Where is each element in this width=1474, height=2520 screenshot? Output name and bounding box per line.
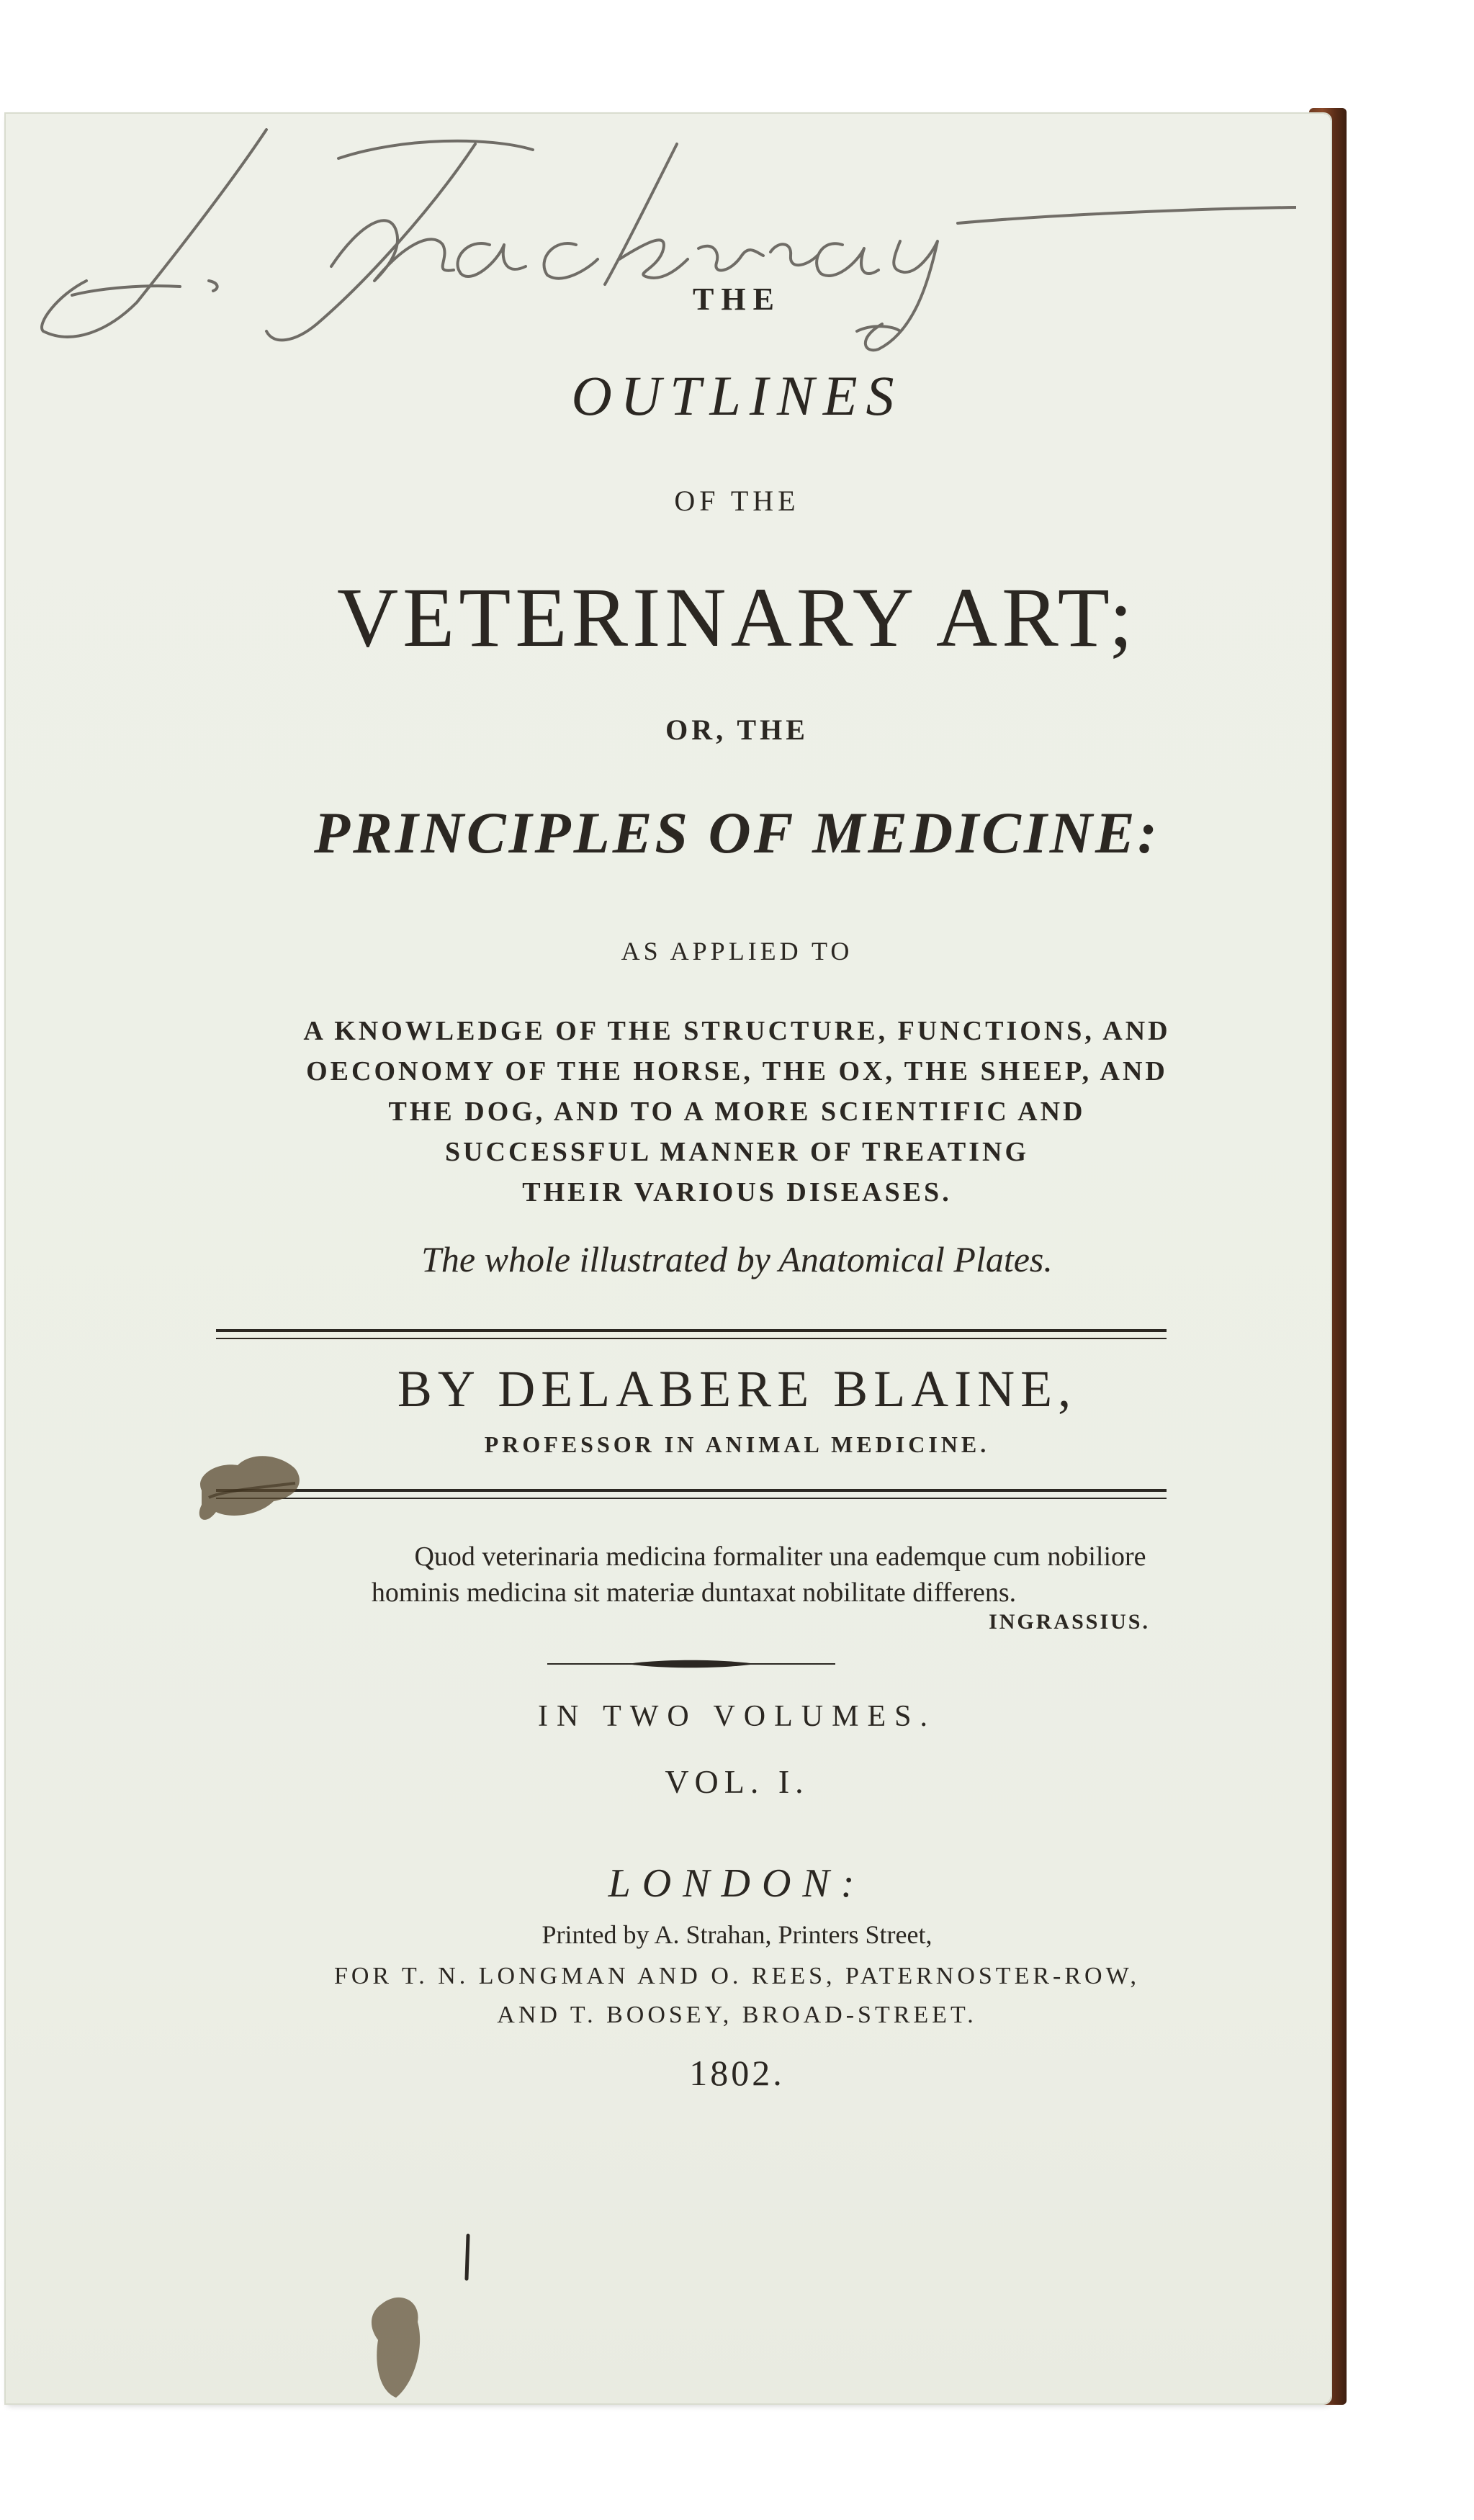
ink-stain <box>364 2290 428 2405</box>
double-rule-top <box>216 1329 1167 1332</box>
ink-mark <box>461 2232 475 2282</box>
description-line: THEIR VARIOUS DISEASES. <box>522 1177 952 1207</box>
description-line: THE DOG, AND TO A MORE SCIENTIFIC AND <box>388 1097 1086 1127</box>
double-rule-top-thin <box>216 1338 1167 1339</box>
title-veterinary-art: VETERINARY ART; <box>336 570 1138 665</box>
handwritten-signature <box>29 115 1296 360</box>
description-line: A KNOWLEDGE OF THE STRUCTURE, FUNCTIONS, AND <box>303 1016 1171 1046</box>
imprint-publishers-line: AND T. BOOSEY, BROAD-STREET. <box>497 2002 977 2028</box>
title-or-the: OR, THE <box>665 714 809 746</box>
author-line: BY DELABERE BLAINE, <box>397 1360 1077 1418</box>
volume-number: VOL. I. <box>665 1763 809 1800</box>
ornamental-divider <box>547 1656 835 1672</box>
imprint-city: LONDON: <box>608 1861 866 1906</box>
ink-stain <box>187 1447 310 1534</box>
epigraph-line: Quod veterinaria medicina formaliter una eademque cum nobiliore <box>414 1542 1146 1572</box>
double-rule-bottom <box>216 1489 1167 1492</box>
imprint-printer: Printed by A. Strahan, Printers Street, <box>541 1920 933 1949</box>
title-word-the: THE <box>693 282 781 317</box>
imprint-year: 1802. <box>689 2053 785 2093</box>
title-word-of-the: OF THE <box>674 485 800 517</box>
title-word-outlines: OUTLINES <box>571 364 903 427</box>
imprint-publishers-line: FOR T. N. LONGMAN AND O. REES, PATERNOSTER-ROW, <box>333 1963 1141 1989</box>
epigraph-attribution: INGRASSIUS. <box>989 1610 1150 1634</box>
volumes-line: IN TWO VOLUMES. <box>538 1700 936 1733</box>
epigraph-line: hominis medicina sit materiæ duntaxat nobilitate differens. <box>371 1578 1017 1608</box>
description-line: OECONOMY OF THE HORSE, THE OX, THE SHEEP, AND <box>306 1056 1168 1086</box>
author-title: PROFESSOR IN ANIMAL MEDICINE. <box>484 1431 990 1457</box>
description-line: SUCCESSFUL MANNER OF TREATING <box>444 1137 1030 1167</box>
title-principles-of-medicine: PRINCIPLES OF MEDICINE: <box>314 800 1160 865</box>
illustrated-by-plates-line: The whole illustrated by Anatomical Plates. <box>421 1239 1053 1279</box>
double-rule-bottom-thin <box>216 1498 1167 1499</box>
subtitle-as-applied-to: AS APPLIED TO <box>621 937 853 966</box>
